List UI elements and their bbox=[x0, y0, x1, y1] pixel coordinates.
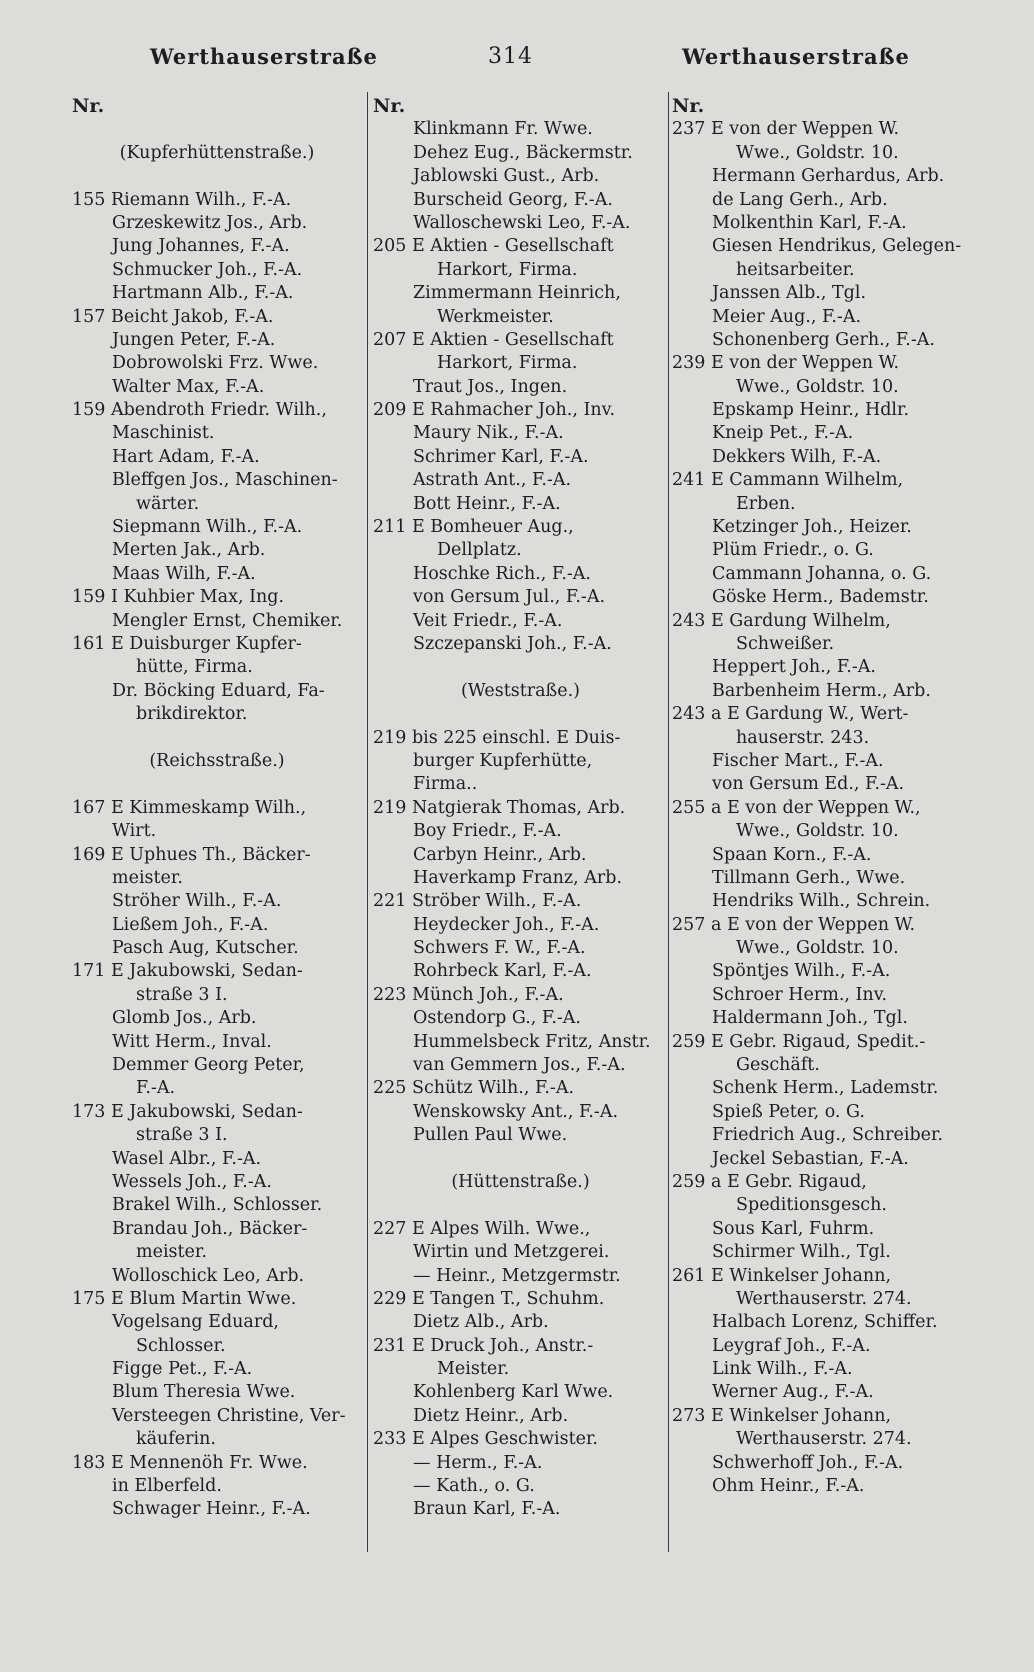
directory-entry: Sous Karl, Fuhrm. bbox=[712, 1218, 875, 1239]
directory-entry: Hartmann Alb., F.-A. bbox=[112, 283, 294, 304]
directory-entry: 219 bis 225 einschl. E Duis- bbox=[373, 727, 621, 748]
directory-entry: Göske Herm., Bademstr. bbox=[712, 587, 929, 608]
directory-entry: hütte, Firma. bbox=[136, 657, 253, 678]
directory-entry: Versteegen Christine, Ver- bbox=[112, 1405, 346, 1426]
directory-entry: 167 E Kimmeskamp Wilh., bbox=[72, 797, 307, 818]
directory-entry: Dietz Alb., Arb. bbox=[413, 1312, 549, 1333]
header-right-title: Werthauserstraße bbox=[682, 44, 910, 69]
directory-entry: Grzeskewitz Jos., Arb. bbox=[112, 212, 308, 233]
directory-entry: Werthauserstr. 274. bbox=[736, 1429, 912, 1450]
column-right bbox=[672, 95, 1022, 1498]
directory-entry: Schrimer Karl, F.-A. bbox=[413, 446, 589, 467]
directory-entry: Schenk Herm., Lademstr. bbox=[712, 1078, 939, 1099]
directory-entry: Giesen Hendrikus, Gelegen- bbox=[712, 236, 962, 257]
blank-line bbox=[373, 1194, 668, 1217]
directory-entry: 173 E Jakubowski, Sedan- bbox=[72, 1101, 303, 1122]
directory-entry: in Elberfeld. bbox=[112, 1476, 222, 1497]
directory-entry: käuferin. bbox=[136, 1429, 216, 1450]
directory-entry: Epskamp Heinr., Hdlr. bbox=[712, 400, 910, 421]
blank-line bbox=[373, 1148, 668, 1171]
directory-entry: Spöntjes Wilh., F.-A. bbox=[712, 961, 891, 982]
directory-entry: 223 Münch Joh., F.-A. bbox=[373, 984, 564, 1005]
directory-entry: Ohm Heinr., F.-A. bbox=[712, 1476, 865, 1497]
directory-entry: Wenskowsky Ant., F.-A. bbox=[413, 1101, 619, 1122]
directory-entry: Dietz Heinr., Arb. bbox=[413, 1405, 569, 1426]
directory-entry: Wwe., Goldstr. 10. bbox=[736, 142, 899, 163]
directory-entry: Jung Johannes, F.-A. bbox=[112, 236, 290, 257]
street-heading: (Hüttenstraße.) bbox=[451, 1171, 590, 1192]
directory-entry: 169 E Uphues Th., Bäcker- bbox=[72, 844, 311, 865]
directory-entry: Hendriks Wilh., Schrein. bbox=[712, 891, 931, 912]
column-nr-label: Nr. bbox=[672, 95, 705, 117]
directory-entry: Harkort, Firma. bbox=[437, 353, 578, 374]
directory-entry: 219 Natgierak Thomas, Arb. bbox=[373, 797, 626, 818]
directory-entry: Hummelsbeck Fritz, Anstr. bbox=[413, 1031, 651, 1052]
directory-entry: Walter Max, F.-A. bbox=[112, 376, 265, 397]
directory-entry: hauserstr. 243. bbox=[736, 727, 870, 748]
directory-entry: 171 E Jakubowski, Sedan- bbox=[72, 961, 303, 982]
directory-entry: 211 E Bomheuer Aug., bbox=[373, 517, 574, 538]
directory-entry: 273 E Winkelser Johann, bbox=[672, 1405, 892, 1426]
directory-entry: Maury Nik., F.-A. bbox=[413, 423, 564, 444]
directory-entry: Leygraf Joh., F.-A. bbox=[712, 1335, 871, 1356]
directory-entry: Haldermann Joh., Tgl. bbox=[712, 1008, 908, 1029]
directory-entry: Boy Friedr., F.-A. bbox=[413, 821, 562, 842]
directory-entry: 237 E von der Weppen W. bbox=[672, 119, 900, 140]
directory-entry: Dobrowolski Frz. Wwe. bbox=[112, 353, 319, 374]
directory-entry: 159 Abendroth Friedr. Wilh., bbox=[72, 400, 327, 421]
directory-entry: Astrath Ant., F.-A. bbox=[413, 470, 572, 491]
directory-entry: — Kath., o. G. bbox=[413, 1476, 535, 1497]
street-heading: (Weststraße.) bbox=[460, 680, 580, 701]
directory-entry: 155 Riemann Wilh., F.-A. bbox=[72, 189, 292, 210]
directory-entry: Traut Jos., Ingen. bbox=[413, 376, 568, 397]
directory-entry: Bleffgen Jos., Maschinen- bbox=[112, 470, 338, 491]
directory-entry: Haverkamp Franz, Arb. bbox=[413, 867, 623, 888]
directory-entry: Bott Heinr., F.-A. bbox=[413, 493, 561, 514]
directory-entry: van Gemmern Jos., F.-A. bbox=[413, 1055, 626, 1076]
directory-entry: Glomb Jos., Arb. bbox=[112, 1008, 257, 1029]
directory-entry: Burscheid Georg, F.-A. bbox=[413, 189, 613, 210]
directory-entry: Erben. bbox=[736, 493, 796, 514]
directory-entry: — Herm., F.-A. bbox=[413, 1452, 543, 1473]
directory-entry: Jablowski Gust., Arb. bbox=[413, 166, 600, 187]
directory-entry: Schweißer. bbox=[736, 633, 835, 654]
directory-entry: 243 E Gardung Wilhelm, bbox=[672, 610, 891, 631]
directory-entry: de Lang Gerh., Arb. bbox=[712, 189, 888, 210]
directory-entry: 175 E Blum Martin Wwe. bbox=[72, 1288, 297, 1309]
column-nr-label: Nr. bbox=[72, 95, 105, 117]
directory-entry: 255 a E von der Weppen W., bbox=[672, 797, 921, 818]
directory-entry: Maas Wilh, F.-A. bbox=[112, 563, 256, 584]
directory-entry: Wessels Joh., F.-A. bbox=[112, 1171, 272, 1192]
directory-entry: Merten Jak., Arb. bbox=[112, 540, 266, 561]
directory-entry: — Heinr., Metzgermstr. bbox=[413, 1265, 621, 1286]
directory-entry: Wirt. bbox=[112, 821, 157, 842]
directory-entry: 227 E Alpes Wilh. Wwe., bbox=[373, 1218, 591, 1239]
directory-entry: 243 a E Gardung W., Wert- bbox=[672, 704, 909, 725]
directory-entry: 239 E von der Weppen W. bbox=[672, 353, 900, 374]
directory-entry: Meier Aug., F.-A. bbox=[712, 306, 862, 327]
directory-entry: Geschäft. bbox=[736, 1055, 820, 1076]
directory-entry: Werner Aug., F.-A. bbox=[712, 1382, 874, 1403]
directory-entry: von Gersum Ed., F.-A. bbox=[712, 774, 905, 795]
header-left-title: Werthauserstraße bbox=[150, 44, 378, 69]
directory-entry: F.-A. bbox=[136, 1078, 176, 1099]
directory-entry: Hermann Gerhardus, Arb. bbox=[712, 166, 945, 187]
directory-entry: Vogelsang Eduard, bbox=[112, 1312, 279, 1333]
directory-entry: Meister. bbox=[437, 1359, 510, 1380]
directory-entry: Pasch Aug, Kutscher. bbox=[112, 938, 299, 959]
column-nr-label: Nr. bbox=[373, 95, 406, 117]
directory-entry: Maschinist. bbox=[112, 423, 215, 444]
blank-line bbox=[72, 118, 362, 141]
directory-entry: Schroer Herm., Inv. bbox=[712, 984, 888, 1005]
directory-entry: Ließem Joh., F.-A. bbox=[112, 914, 269, 935]
directory-entry: Brakel Wilh., Schlosser. bbox=[112, 1195, 323, 1216]
directory-entry: Schmucker Joh., F.-A. bbox=[112, 259, 303, 280]
directory-entry: Hart Adam, F.-A. bbox=[112, 446, 260, 467]
directory-entry: Witt Herm., Inval. bbox=[112, 1031, 272, 1052]
blank-line bbox=[373, 656, 668, 679]
blank-line bbox=[72, 773, 362, 796]
column-divider bbox=[367, 92, 368, 1552]
directory-entry: Siepmann Wilh., F.-A. bbox=[112, 517, 303, 538]
column-divider bbox=[668, 92, 669, 1552]
directory-entry: 157 Beicht Jakob, F.-A. bbox=[72, 306, 274, 327]
directory-entry: Wwe., Goldstr. 10. bbox=[736, 821, 899, 842]
directory-entry: 233 E Alpes Geschwister. bbox=[373, 1429, 598, 1450]
directory-entry: Wasel Albr., F.-A. bbox=[112, 1148, 262, 1169]
directory-entry: Brandau Joh., Bäcker- bbox=[112, 1218, 308, 1239]
directory-entry: Kneip Pet., F.-A. bbox=[712, 423, 854, 444]
directory-entry: Schonenberg Gerh., F.-A. bbox=[712, 329, 935, 350]
street-heading: (Kupferhüttenstraße.) bbox=[119, 142, 315, 163]
directory-entry: 259 E Gebr. Rigaud, Spedit.- bbox=[672, 1031, 926, 1052]
column-middle bbox=[373, 95, 668, 1522]
directory-entry: von Gersum Jul., F.-A. bbox=[413, 587, 606, 608]
directory-entry: 221 Ströber Wilh., F.-A. bbox=[373, 891, 582, 912]
directory-entry: Fischer Mart., F.-A. bbox=[712, 750, 884, 771]
directory-entry: Dekkers Wilh, F.-A. bbox=[712, 446, 882, 467]
directory-entry: Dr. Böcking Eduard, Fa- bbox=[112, 680, 325, 701]
directory-entry: 261 E Winkelser Johann, bbox=[672, 1265, 892, 1286]
directory-entry: Ströher Wilh., F.-A. bbox=[112, 891, 282, 912]
directory-entry: Molkenthin Karl, F.-A. bbox=[712, 212, 907, 233]
directory-entry: Spaan Korn., F.-A. bbox=[712, 844, 872, 865]
directory-entry: Schwers F. W., F.-A. bbox=[413, 938, 586, 959]
blank-line bbox=[373, 703, 668, 726]
directory-entry: 205 E Aktien - Gesellschaft bbox=[373, 236, 614, 257]
directory-entry: Heppert Joh., F.-A. bbox=[712, 657, 876, 678]
directory-entry: 209 E Rahmacher Joh., Inv. bbox=[373, 400, 616, 421]
street-heading: (Reichsstraße.) bbox=[149, 750, 285, 771]
directory-entry: Tillmann Gerh., Wwe. bbox=[712, 867, 906, 888]
directory-entry: Heydecker Joh., F.-A. bbox=[413, 914, 600, 935]
directory-entry: brikdirektor. bbox=[136, 704, 248, 725]
directory-entry: Zimmermann Heinrich, bbox=[413, 283, 621, 304]
directory-entry: Firma.. bbox=[413, 774, 478, 795]
directory-entry: 229 E Tangen T., Schuhm. bbox=[373, 1288, 605, 1309]
directory-entry: Kohlenberg Karl Wwe. bbox=[413, 1382, 614, 1403]
directory-entry: Figge Pet., F.-A. bbox=[112, 1359, 253, 1380]
directory-entry: Ostendorp G., F.-A. bbox=[413, 1008, 581, 1029]
directory-entry: Rohrbeck Karl, F.-A. bbox=[413, 961, 592, 982]
directory-entry: Werthauserstr. 274. bbox=[736, 1288, 912, 1309]
directory-entry: Dellplatz. bbox=[437, 540, 522, 561]
directory-entry: Veit Friedr., F.-A. bbox=[413, 610, 563, 631]
column-left bbox=[72, 95, 362, 1522]
directory-entry: 207 E Aktien - Gesellschaft bbox=[373, 329, 614, 350]
directory-entry: Jungen Peter, F.-A. bbox=[112, 329, 276, 350]
directory-entry: heitsarbeiter. bbox=[736, 259, 855, 280]
directory-entry: Schirmer Wilh., Tgl. bbox=[712, 1242, 891, 1263]
directory-entry: Friedrich Aug., Schreiber. bbox=[712, 1125, 944, 1146]
directory-entry: burger Kupferhütte, bbox=[413, 750, 593, 771]
directory-entry: Szczepanski Joh., F.-A. bbox=[413, 633, 612, 654]
directory-entry: Schlosser. bbox=[136, 1335, 226, 1356]
directory-entry: Walloschewski Leo, F.-A. bbox=[413, 212, 631, 233]
directory-entry: Demmer Georg Peter, bbox=[112, 1055, 305, 1076]
directory-entry: 161 E Duisburger Kupfer- bbox=[72, 633, 302, 654]
directory-entry: Wolloschick Leo, Arb. bbox=[112, 1265, 305, 1286]
directory-entry: Janssen Alb., Tgl. bbox=[712, 283, 867, 304]
directory-entry: meister. bbox=[112, 867, 183, 888]
directory-entry: Harkort, Firma. bbox=[437, 259, 578, 280]
directory-entry: Mengler Ernst, Chemiker. bbox=[112, 610, 343, 631]
directory-entry: Ketzinger Joh., Heizer. bbox=[712, 517, 912, 538]
directory-entry: Barbenheim Herm., Arb. bbox=[712, 680, 931, 701]
directory-entry: Wwe., Goldstr. 10. bbox=[736, 938, 899, 959]
directory-entry: Plüm Friedr., o. G. bbox=[712, 540, 874, 561]
directory-entry: Schwerhoff Joh., F.-A. bbox=[712, 1452, 904, 1473]
directory-entry: Pullen Paul Wwe. bbox=[413, 1125, 568, 1146]
directory-entry: Jeckel Sebastian, F.-A. bbox=[712, 1148, 909, 1169]
directory-entry: Cammann Johanna, o. G. bbox=[712, 563, 932, 584]
directory-entry: 241 E Cammann Wilhelm, bbox=[672, 470, 904, 491]
directory-entry: Wirtin und Metzgerei. bbox=[413, 1242, 610, 1263]
directory-entry: Schwager Heinr., F.-A. bbox=[112, 1499, 311, 1520]
directory-entry: Speditionsgesch. bbox=[736, 1195, 887, 1216]
directory-entry: Link Wilh., F.-A. bbox=[712, 1359, 853, 1380]
directory-entry: meister. bbox=[136, 1242, 207, 1263]
directory-entry: Wwe., Goldstr. 10. bbox=[736, 376, 899, 397]
directory-entry: 225 Schütz Wilh., F.-A. bbox=[373, 1078, 575, 1099]
directory-entry: Spieß Peter, o. G. bbox=[712, 1101, 865, 1122]
directory-entry: wärter. bbox=[136, 493, 200, 514]
directory-entry: Hoschke Rich., F.-A. bbox=[413, 563, 591, 584]
directory-entry: Klinkmann Fr. Wwe. bbox=[413, 119, 593, 140]
directory-entry: 257 a E von der Weppen W. bbox=[672, 914, 916, 935]
directory-entry: 159 I Kuhbier Max, Ing. bbox=[72, 587, 285, 608]
directory-entry: straße 3 I. bbox=[136, 1125, 228, 1146]
blank-line bbox=[72, 165, 362, 188]
directory-entry: Braun Karl, F.-A. bbox=[413, 1499, 561, 1520]
directory-entry: 183 E Mennenöh Fr. Wwe. bbox=[72, 1452, 308, 1473]
blank-line bbox=[72, 727, 362, 750]
directory-entry: straße 3 I. bbox=[136, 984, 228, 1005]
directory-entry: Werkmeister. bbox=[437, 306, 554, 327]
directory-entry: Carbyn Heinr., Arb. bbox=[413, 844, 587, 865]
directory-entry: Halbach Lorenz, Schiffer. bbox=[712, 1312, 938, 1333]
directory-entry: 231 E Druck Joh., Anstr.- bbox=[373, 1335, 594, 1356]
directory-entry: Dehez Eug., Bäckermstr. bbox=[413, 142, 633, 163]
page-number: 314 bbox=[488, 44, 533, 69]
directory-entry: 259 a E Gebr. Rigaud, bbox=[672, 1171, 867, 1192]
directory-entry: Blum Theresia Wwe. bbox=[112, 1382, 296, 1403]
